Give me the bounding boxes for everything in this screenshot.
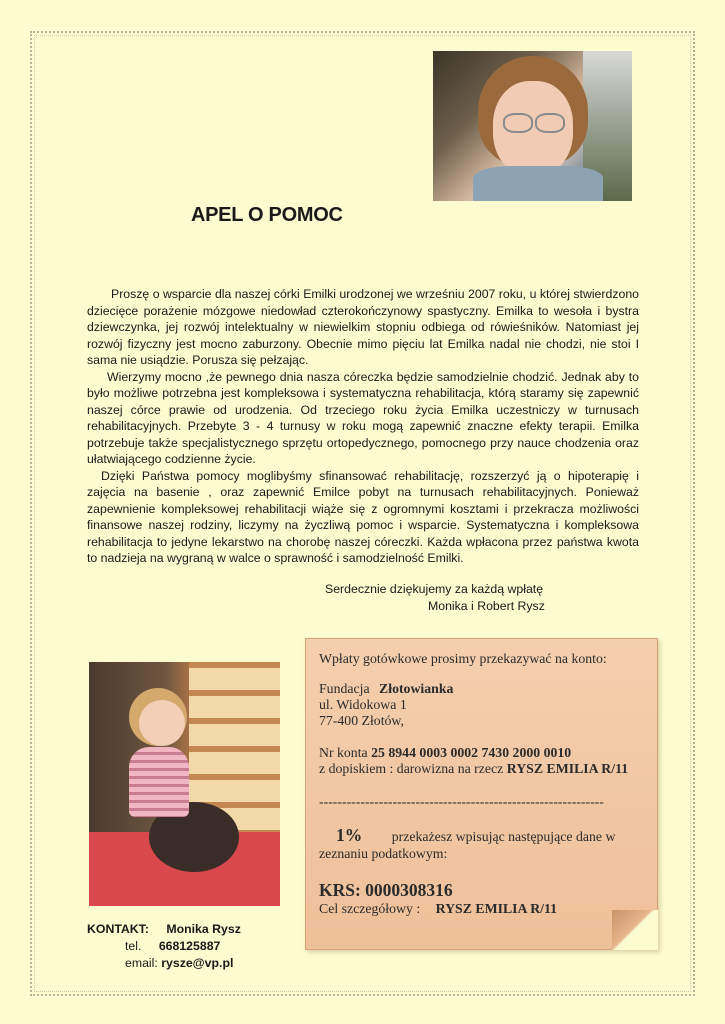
foundation-street: ul. Widokowa 1	[319, 697, 407, 712]
percent-text-2: zeznaniu podatkowym:	[319, 846, 448, 861]
signature-block	[325, 581, 545, 615]
contact-block	[87, 921, 241, 972]
contact-email: rysze@vp.pl	[161, 956, 234, 970]
signature: Monika i Robert Rysz	[428, 599, 545, 613]
closing-line: Serdecznie dziękujemy za każdą wpłatę	[325, 582, 544, 596]
account-label: Nr konta	[319, 745, 368, 760]
account-number: 25 8944 0003 0002 7430 2000 0010	[371, 745, 572, 760]
remark-line	[319, 761, 628, 777]
foundation-line	[319, 681, 453, 697]
page-curl	[612, 910, 658, 950]
remark-prefix: z dopiskiem : darowizna na rzecz	[319, 761, 504, 776]
contact-name: Monika Rysz	[166, 922, 241, 936]
percent-value: 1%	[336, 825, 363, 845]
percent-line	[336, 825, 615, 846]
appeal-letter	[87, 286, 639, 567]
letter-paragraph: Wierzymy mocno ,że pewnego dnia nasza córeczka będzie samodzielnie chodzić. Jednak aby to było możliwe potrzebna jest kompleksowa i systematyczna rehabilitacja, którą staramy się zapewnić naszej córce prawie od urodzenia. Od trzeciego roku życia Emilka uczestniczy w turnusach rehabilitacyjnych. Przebyte 3 - 4 turnusy w roku mogą zapewnić znaczne efekty terapii. Emilka potrzebuje także specjalistycznego sprzętu ortopedycznego, pomocnego przy nauce chodzenia oraz ułatwiającego codzienne życie.	[87, 369, 639, 466]
foundation-city: 77-400 Złotów,	[319, 713, 404, 728]
remark-name: RYSZ EMILIA R/11	[506, 761, 629, 776]
purpose-line	[319, 901, 557, 917]
photo-girl-glasses	[433, 51, 632, 201]
separator-line: --------------------------------------------------------------	[319, 794, 604, 809]
payment-intro: Wpłaty gotówkowe prosimy przekazywać na konto:	[319, 651, 607, 666]
foundation-name: Złotowianka	[379, 681, 454, 696]
krs-number: KRS: 0000308316	[319, 880, 453, 900]
payment-note	[305, 638, 658, 950]
account-line	[319, 745, 571, 761]
purpose-value: RYSZ EMILIA R/11	[435, 901, 558, 916]
email-label: email:	[125, 956, 158, 970]
letter-paragraph: Proszę o wsparcie dla naszej córki Emilki urodzonej we wrześniu 2007 roku, u której stwierdzono dziecięce porażenie mózgowe niedowład czterokończynowy spastyczny. Emilka to wesoła i bystra dziewczynka, jej rozwój intelektualny w niewielkim stopniu odbiega od rówieśników. Natomiast jej rozwój fizyczny jest mocno zaburzony. Obecnie mimo pięciu lat Emilka nadal nie chodzi, nie stoi I sama nie usiądzie. Porusza się pełzając.	[87, 287, 639, 367]
photo-girl-rehabilitation	[89, 662, 280, 906]
tel-label: tel.	[125, 939, 142, 953]
page-title: APEL O POMOC	[191, 204, 343, 226]
percent-text: przekażesz wpisując następujące dane w	[391, 829, 616, 844]
contact-label: KONTAKT:	[87, 922, 149, 936]
contact-phone: 668125887	[158, 939, 221, 953]
foundation-prefix: Fundacja	[319, 681, 370, 696]
letter-paragraph: Dzięki Państwa pomocy moglibyśmy sfinansować rehabilitację, rozszerzyć ją o hipoterapię i zajęcia na basenie , oraz zapewnić Emilce pobyt na turnusach rehabilitacyjnych. Ponieważ zapewnienie kompleksowej rehabilitacji wiąże się z ogromnymi kosztami i przekracza możliwości finansowe naszej rodziny, liczymy na życzliwą pomoc i wsparcie. Systematyczna i kompleksowa rehabilitacja to jedyne lekarstwo na chorobę naszej córeczki. Każda wpłacona przez państwa kwota to nadzieja na wygraną w walce o sprawność i samodzielność Emilki.	[87, 468, 639, 565]
purpose-label: Cel szczegółowy :	[319, 901, 421, 916]
